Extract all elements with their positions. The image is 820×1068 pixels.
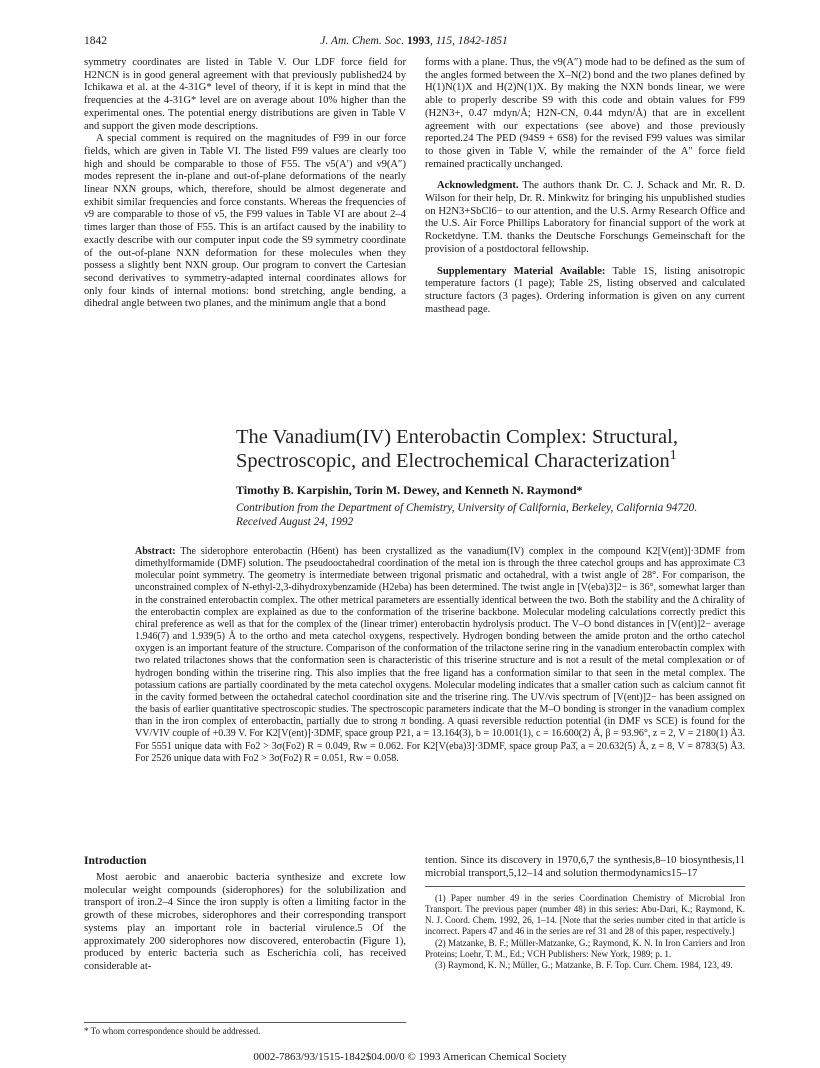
intro-left-column xyxy=(84,872,406,974)
acknowledgment-label: Acknowledgment. xyxy=(437,180,519,192)
footnote: (3) Raymond, K. N.; Müller, G.; Matzanke, B. F. Top. Curr. Chem. 1984, 123, 49. xyxy=(435,960,733,971)
abstract-text: The siderophore enterobactin (H6ent) has been crystallized as the vanadium(IV) complex in the compound K2[V(ent)]·3DMF from dimethylformamide (DMF) solution. The pseudooctahedral coordination of the metal ion is through the three catechol groups and has approximate C3 molecular point symmetry. The geometry is intermediate between trigonal prismatic and octahedral, with a twist angle of 28°. For comparison, the unconstrained complex of N-ethyl-2,3-dihydroxybenzamide (H2eba) has been determined. The twist angle in [V(eba)3]2− is 36°, somewhat larger than in the constrained enterobactin complex. The other metrical parameters are essentially identical between the two. Both the stability and the Δ chirality of the enterobactin complex are explained as due to the conformation of the triserine backbone. Molecular modeling calculations correctly predict this chiral preference as well as that for the complex of the (linear trimer) enterobactin hydrolysis product. The V–O bond distances in [V(ent)]2− average 1.946(7) and 1.939(5) Å to the ortho and meta catechol oxygens, respectively. Hydrogen bonding between the amide proton and the ortho catechol oxygen is an important feature of the structure. Comparison of the conformation of the trilactone serine ring in the vanadium enterobactin complex with two related trilactones shows that the conformation seen is characteristic of this triserine structure and is not a result of the metal complexation or of hydrogen bonding within the triserine ring. This also implies that the free ligand has a conformation similar to that seen in the metal complex. The potassium cations are partially coordinated by the meta catechol oxygens. Molecular modeling indicates that a smaller cation such as calcium cannot fit in the cavity formed between the octahedral catechol coordination site and the triserine ring. The UV/vis spectrum of [V(ent)]2− has been assigned on the basis of earlier quantitative spectroscopic studies. The spectroscopic parameters indicate that the M–O bonding is stronger in the vanadium complex than in the iron complex of enterobactin, partially due to strong π bonding. A quasi reversible reduction potential (in DMF vs SCE) is found for the VV/VIV couple of +0.39 V. For K2[V(ent)]·3DMF, space group P21, a = 13.164(3), b = 10.001(1), c = 16.600(2) Å, β = 93.96°, z = 2, V = 2180(1) Å3. For 5551 unique data with Fo2 > 3σ(Fo2) R = 0.049, Rw = 0.062. For K2[V(eba)3]·3DMF, space group Pa3̄, a = 20.632(5) Å, z = 8, V = 8783(5) Å3. For 2526 unique data with Fo2 > 3σ(Fo2) R = 0.051, Rw = 0.058. xyxy=(135,546,745,764)
title-footnote-ref: 1 xyxy=(669,448,677,464)
paragraph: forms with a plane. Thus, the ν9(A″) mode had to be defined as the sum of the angles formed between the X–N(2) bond and the two planes defined by H(1)N(1)X and H(2)N(1)X. By making the NXN bonds linear, we were able to properly describe S9 with this code and obtain values for F99 (H2N3+, 0.47 mdyn/Å; H2N-CN, 0.44 mdyn/Å) that are in excellent agreement with our expectations (see above) and those previously reported.24 The PED (94S9 + 6S8) for the revised F99 values was similar to those given in Table V, while the remainder of the A″ force field remained practically unchanged. xyxy=(425,57,745,170)
article-title-text: The Vanadium(IV) Enterobactin Complex: Structural, Spectroscopic, and Electrochemical Characterization xyxy=(236,426,678,472)
paragraph: Most aerobic and anaerobic bacteria synthesize and excrete low molecular weight compounds (siderophores) for the solubilization and transport of iron.2–4 Since the iron supply is often a limiting factor in the growth of these microbes, siderophores and their corresponding transport systems play an important role in bacterial virulence.5 Of the approximately 200 siderophores now discovered, enterobactin (Figure 1), produced by enteric bacteria such as Escherichia coli, has received considerable at- xyxy=(84,872,406,972)
intro-right-column xyxy=(425,855,745,880)
journal-name: J. Am. Chem. Soc. xyxy=(320,35,405,47)
left-column-top xyxy=(84,57,406,311)
journal-citation: J. Am. Chem. Soc. 1993, 115, 1842-1851 xyxy=(320,35,508,47)
footnote: (2) Matzanke, B. F.; Müller-Matzanke, G.; Raymond, K. N. In Iron Carriers and Iron Proteins; Loehr, T. M., Ed.; VCH Publishers: New York, 1989; p. 1. xyxy=(425,937,745,959)
journal-year: 1993 xyxy=(406,35,430,47)
abstract xyxy=(135,546,745,765)
article-title xyxy=(236,425,736,473)
footnote: (1) Paper number 49 in the series Coordination Chemistry of Microbial Iron Transport. The previous paper (number 48) in this series: Abu-Dari, K.; Raymond, K. N. J. Coord. Chem. 1992, 26, 1–14. [Note that the series number cited in that article is incorrect. Papers 47 and 46 in the series are ref 31 and 28 of this paper, respectively.] xyxy=(425,893,745,936)
page-number: 1842 xyxy=(84,35,107,47)
running-header xyxy=(84,35,744,49)
correspondence-divider xyxy=(84,1022,406,1023)
supplementary-material xyxy=(425,266,745,317)
supplementary-text: Table 1S, listing anisotropic temperature factors (1 page); Table 2S, listing observed and calculated structure factors (3 pages). Ordering information is given on any current masthead page. xyxy=(425,265,745,315)
abstract-label: Abstract: xyxy=(135,546,176,557)
journal-pages: 1842-1851 xyxy=(457,35,508,47)
paragraph: A special comment is required on the magnitudes of F99 in our force fields, which are given in Table VI. The listed F99 values are clearly too high and should be comparable to those of F55. The ν5(A′) and ν9(A″) modes represent the in-plane and out-of-plane deformations of the nearly linear NXN groups, which, therefore, should be almost degenerate and exhibit similar frequencies and force constants. Whereas the frequencies of ν9 are comparable to those of ν5, the F99 values in Table VI are about 2–4 times larger than those of F55. This is an artifact caused by the inability to exactly describe with our computer input code the S9 symmetry coordinate of the out-of-plane NXN deformation for these molecules when they possess a slightly bent NXN group. Our program to convert the Cartesian second derivatives to symmetry-adapted internal coordinates allows for only four kinds of internal motions: bond stretching, angle bending, a dihedral angle between two planes, and the minimum angle that a bond xyxy=(84,133,406,310)
acknowledgment xyxy=(425,180,745,256)
acknowledgment-text: The authors thank Dr. C. J. Schack and Mr. R. D. Wilson for their help, Dr. R. Minkwitz for bringing his unpublished studies on H2N3+SbCl6− to our attention, and the U.S. Army Research Office and the U.S. Air Force Phillips Laboratory for financial support of the work at Rocketdyne. T.M. thanks the Deutsche Forschungs Gemeinschaft for the provision of a postdoctoral fellowship. xyxy=(425,180,745,255)
footnote-divider xyxy=(425,886,745,887)
correspondence-note: * To whom correspondence should be addressed. xyxy=(84,1026,261,1036)
journal-volume: 115 xyxy=(435,35,453,47)
right-column-top xyxy=(425,57,745,316)
article-authors: Timothy B. Karpishin, Torin M. Dewey, and Kenneth N. Raymond* xyxy=(236,483,583,497)
paragraph: symmetry coordinates are listed in Table V. Our LDF force field for H2NCN is in good general agreement with that previously published24 by Ichikawa et al. at the 4-31G* level of theory, if it is kept in mind that the frequencies at the 4-31G* level are on average about 10% higher than the experimental ones. The potential energy distributions are given in Table V and support the given mode descriptions. xyxy=(84,57,406,132)
article-affiliation: Contribution from the Department of Chemistry, University of California, Berkeley, California 94720. Received August 24, 1992 xyxy=(236,502,698,528)
paragraph: tention. Since its discovery in 1970,6,7 the synthesis,8–10 biosynthesis,11 microbial transport,5,12–14 and solution thermodynamics15–17 xyxy=(425,855,745,879)
footnotes xyxy=(425,893,745,972)
section-heading-introduction: Introduction xyxy=(84,855,147,867)
supplementary-label: Supplementary Material Available: xyxy=(437,265,606,277)
copyright-line: 0002-7863/93/1515-1842$04.00/0 © 1993 American Chemical Society xyxy=(253,1051,567,1063)
